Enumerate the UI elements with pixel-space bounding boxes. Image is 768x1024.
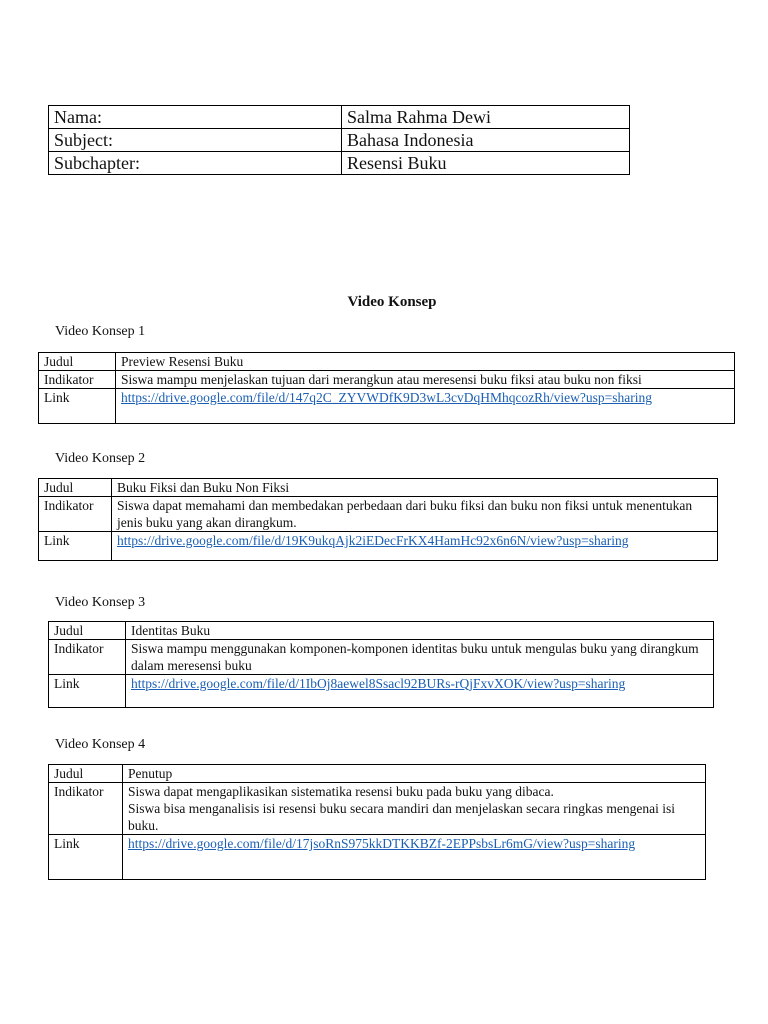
judul-label: Judul [39,353,116,371]
info-row-subchapter [49,152,630,175]
indikator-label: Indikator [39,497,112,532]
indikator-line: Siswa dapat memahami dan membedakan perbedaan dari buku fiksi dan buku non fiksi untuk menentukan jenis buku yang akan dirangkum. [117,498,693,530]
judul-value: Identitas Buku [126,622,714,640]
video-heading-3: Video Konsep 3 [55,595,146,610]
info-label: Subject: [49,129,342,152]
student-info-table [48,105,630,175]
video-heading-1: Video Konsep 1 [55,324,146,339]
judul-label: Judul [39,479,112,497]
info-value: Resensi Buku [342,152,630,175]
judul-value: Preview Resensi Buku [116,353,735,371]
table-row [39,479,718,497]
info-value: Bahasa Indonesia [342,129,630,152]
indikator-value [116,371,735,389]
info-row-subject [49,129,630,152]
info-row-name [49,106,630,129]
drive-link[interactable]: https://drive.google.com/file/d/1IbOj8aewel8Ssacl92BURs-rQjFxvXOK/view?usp=sharing [131,676,626,691]
indikator-value [123,783,706,835]
link-cell [126,675,714,708]
indikator-line: Siswa mampu menggunakan komponen-komponen identitas buku untuk mengulas buku yang dirangkum dalam meresensi buku [131,641,699,673]
table-row [49,640,714,675]
table-row [49,835,706,880]
info-label: Subchapter: [49,152,342,175]
drive-link[interactable]: https://drive.google.com/file/d/147q2C_ZYVWDfK9D3wL3cvDqHMhqcozRh/view?usp=sharing [121,390,653,405]
info-label: Nama: [49,106,342,129]
indikator-label: Indikator [49,783,123,835]
indikator-label: Indikator [39,371,116,389]
link-label: Link [49,835,123,880]
video-table-1 [38,352,735,424]
link-cell [123,835,706,880]
indikator-line: Siswa bisa menganalisis isi resensi buku secara mandiri dan menjelaskan secara ringkas mengenai isi buku. [128,801,675,833]
link-label: Link [49,675,126,708]
drive-link[interactable]: https://drive.google.com/file/d/19K9ukqAjk2iEDecFrKX4HamHc92x6n6N/view?usp=sharing [117,533,629,548]
judul-label: Judul [49,765,123,783]
link-label: Link [39,389,116,424]
table-row [49,622,714,640]
info-value: Salma Rahma Dewi [342,106,630,129]
table-row [39,497,718,532]
indikator-label: Indikator [49,640,126,675]
indikator-line: Siswa dapat mengaplikasikan sistematika resensi buku pada buku yang dibaca. [128,784,554,799]
link-cell [112,532,718,561]
video-table-3 [48,621,714,708]
video-table-2 [38,478,718,561]
indikator-value [112,497,718,532]
table-row [39,353,735,371]
link-label: Link [39,532,112,561]
section-title: Video Konsep [347,294,437,310]
judul-value: Buku Fiksi dan Buku Non Fiksi [112,479,718,497]
table-row [49,765,706,783]
judul-label: Judul [49,622,126,640]
video-heading-4: Video Konsep 4 [55,737,146,752]
video-heading-2: Video Konsep 2 [55,451,146,466]
indikator-line: Siswa mampu menjelaskan tujuan dari merangkun atau meresensi buku fiksi atau buku non fiksi [121,372,642,387]
drive-link[interactable]: https://drive.google.com/file/d/17jsoRnS975kkDTKKBZf-2EPPsbsLr6mG/view?usp=sharing [128,836,636,851]
table-row [49,675,714,708]
video-table-4 [48,764,706,880]
table-row [39,389,735,424]
table-row [39,532,718,561]
indikator-value [126,640,714,675]
judul-value: Penutup [123,765,706,783]
table-row [49,783,706,835]
table-row [39,371,735,389]
link-cell [116,389,735,424]
